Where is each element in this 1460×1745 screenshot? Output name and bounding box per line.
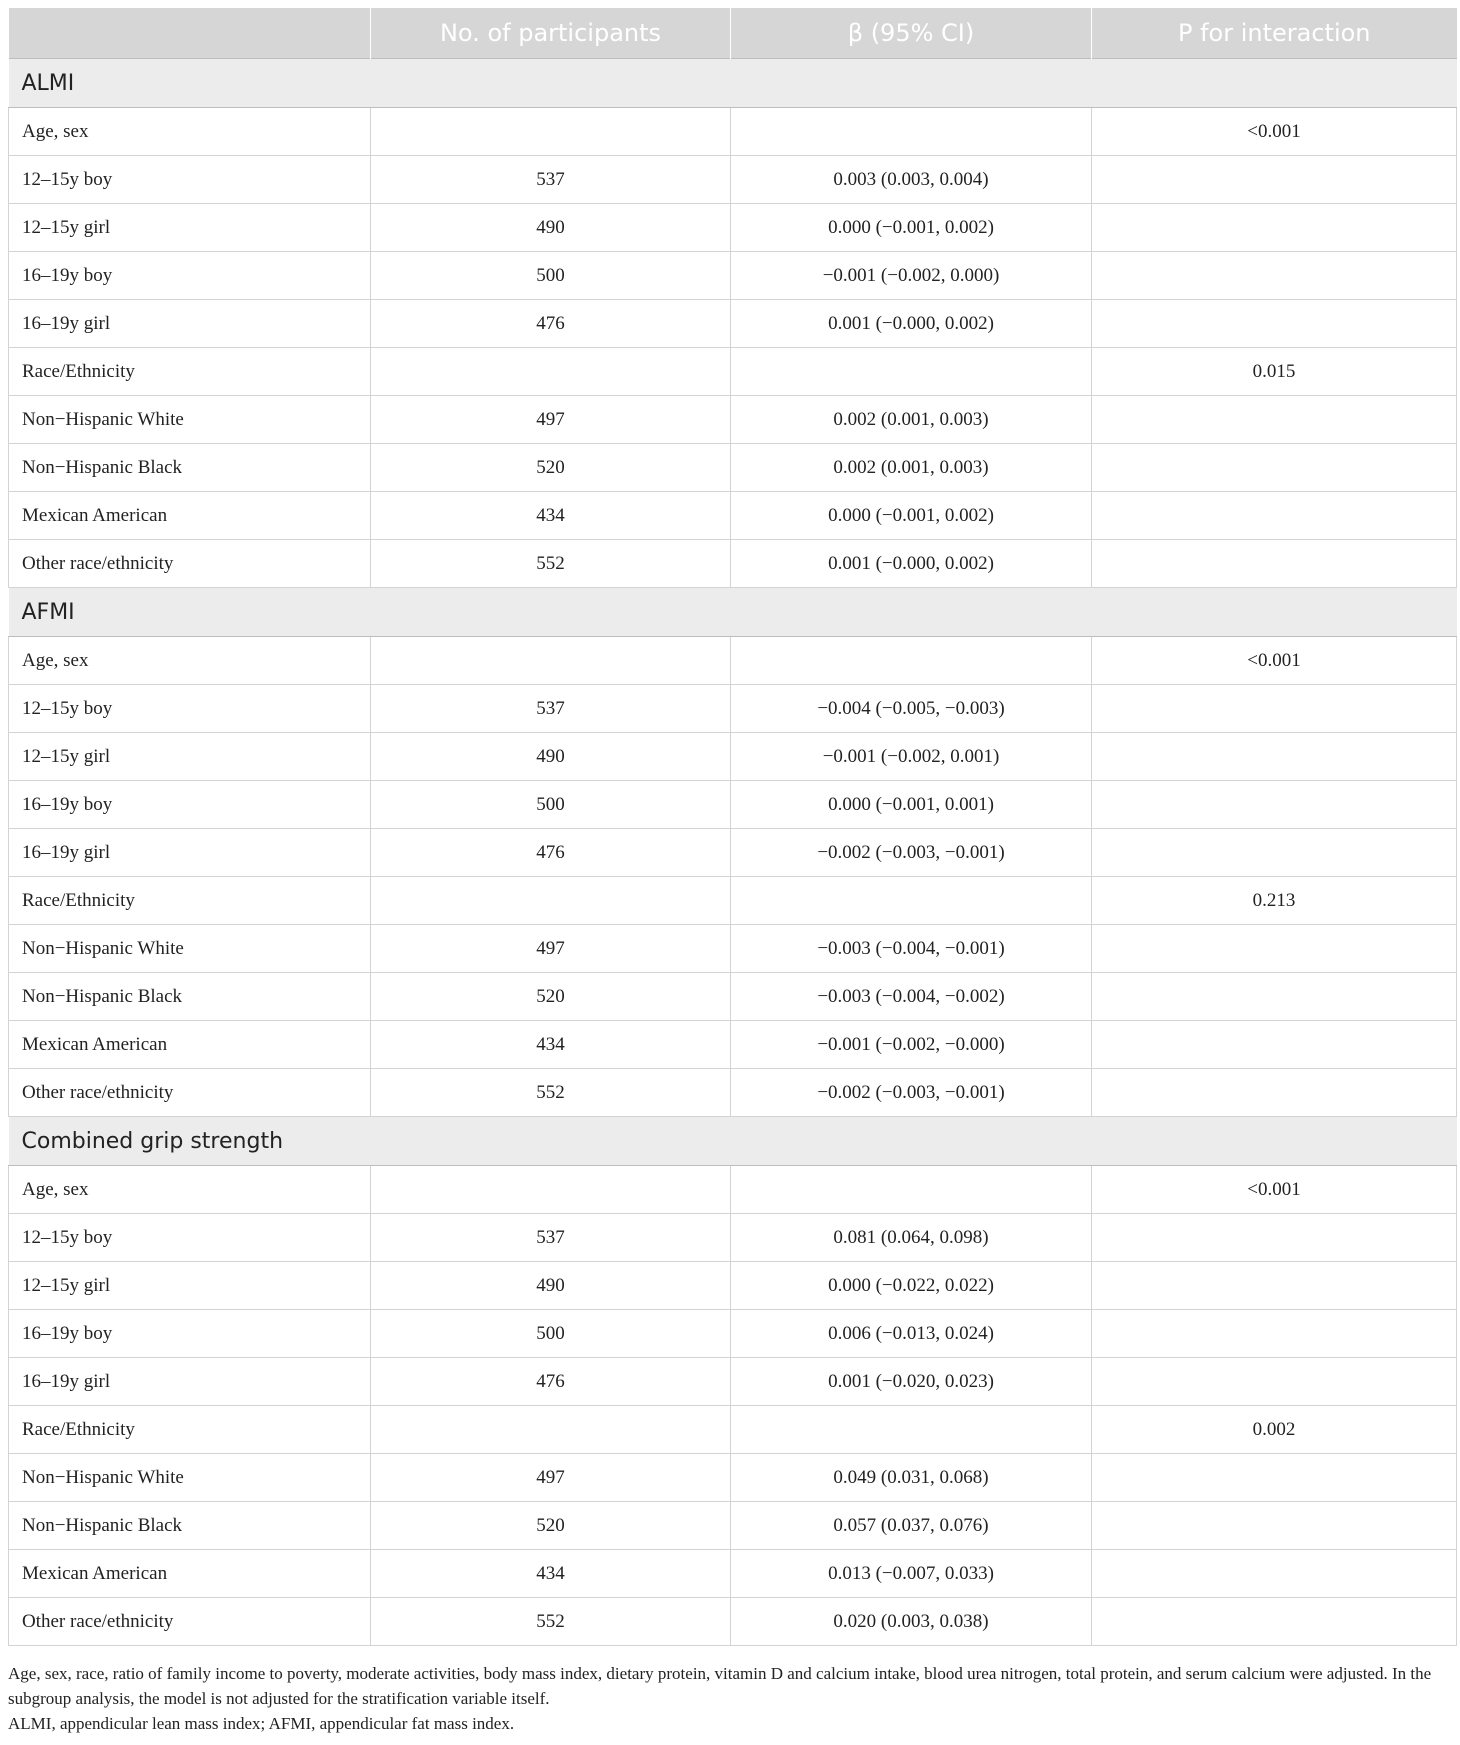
table-row [9,1550,1457,1598]
beta-ci-cell [731,1166,1092,1214]
participants-cell: 537 [371,1214,731,1262]
subgroup-label-cell: 16–19y boy [9,1310,371,1358]
p-interaction-cell: 0.002 [1092,1406,1457,1454]
beta-ci-cell: 0.001 (−0.000, 0.002) [731,540,1092,588]
table-row [9,444,1457,492]
participants-cell: 490 [371,733,731,781]
table-footnotes [8,1661,1456,1736]
table-row [9,1166,1457,1214]
beta-ci-cell: 0.057 (0.037, 0.076) [731,1502,1092,1550]
participants-cell [371,108,731,156]
subgroup-label-cell: Non−Hispanic White [9,396,371,444]
p-interaction-cell [1092,685,1457,733]
header-cell-participants: No. of participants [371,8,731,59]
section-row [9,588,1457,637]
table-row [9,348,1457,396]
section-title: Combined grip strength [9,1117,1457,1166]
p-interaction-cell: <0.001 [1092,108,1457,156]
participants-cell: 500 [371,1310,731,1358]
participants-cell: 537 [371,156,731,204]
subgroup-label-cell: 16–19y boy [9,781,371,829]
p-interaction-cell [1092,1021,1457,1069]
section-row [9,1117,1457,1166]
table-row [9,781,1457,829]
participants-cell: 434 [371,492,731,540]
beta-ci-cell: 0.013 (−0.007, 0.033) [731,1550,1092,1598]
subgroup-label-cell: 12–15y girl [9,733,371,781]
beta-ci-cell: 0.081 (0.064, 0.098) [731,1214,1092,1262]
table-body [9,59,1457,1646]
subgroup-label-cell: 16–19y girl [9,829,371,877]
participants-cell: 434 [371,1550,731,1598]
table-row [9,877,1457,925]
p-interaction-cell [1092,781,1457,829]
beta-ci-cell: 0.002 (0.001, 0.003) [731,396,1092,444]
table-row [9,637,1457,685]
beta-ci-cell: 0.000 (−0.001, 0.002) [731,204,1092,252]
p-interaction-cell [1092,1262,1457,1310]
p-interaction-cell [1092,1358,1457,1406]
table-row [9,1454,1457,1502]
subgroup-label-cell: 16–19y girl [9,1358,371,1406]
table-row [9,685,1457,733]
participants-cell: 497 [371,1454,731,1502]
subgroup-label-cell: 12–15y girl [9,1262,371,1310]
participants-cell: 520 [371,444,731,492]
table-row [9,492,1457,540]
participants-cell: 520 [371,973,731,1021]
participants-cell: 476 [371,300,731,348]
beta-ci-cell [731,1406,1092,1454]
beta-ci-cell: −0.001 (−0.002, 0.001) [731,733,1092,781]
subgroup-label-cell: Age, sex [9,637,371,685]
beta-ci-cell: 0.000 (−0.022, 0.022) [731,1262,1092,1310]
table-row [9,829,1457,877]
beta-ci-cell [731,348,1092,396]
subgroup-label-cell: Non−Hispanic Black [9,444,371,492]
beta-ci-cell: 0.049 (0.031, 0.068) [731,1454,1092,1502]
table-row [9,1598,1457,1646]
p-interaction-cell [1092,444,1457,492]
table-row [9,1310,1457,1358]
beta-ci-cell [731,877,1092,925]
header-row [9,8,1457,59]
beta-ci-cell: −0.004 (−0.005, −0.003) [731,685,1092,733]
beta-ci-cell: −0.002 (−0.003, −0.001) [731,1069,1092,1117]
p-interaction-cell: 0.015 [1092,348,1457,396]
p-interaction-cell [1092,925,1457,973]
participants-cell: 500 [371,781,731,829]
participants-cell: 537 [371,685,731,733]
subgroup-label-cell: Non−Hispanic White [9,925,371,973]
p-interaction-cell [1092,300,1457,348]
section-title: ALMI [9,59,1457,108]
beta-ci-cell: 0.001 (−0.020, 0.023) [731,1358,1092,1406]
participants-cell: 552 [371,1598,731,1646]
subgroup-label-cell: Age, sex [9,1166,371,1214]
participants-cell: 552 [371,540,731,588]
subgroup-label-cell: 12–15y boy [9,156,371,204]
section-row [9,59,1457,108]
participants-cell: 500 [371,252,731,300]
table-row [9,1021,1457,1069]
beta-ci-cell: 0.003 (0.003, 0.004) [731,156,1092,204]
subgroup-label-cell: Non−Hispanic White [9,1454,371,1502]
p-interaction-cell [1092,1310,1457,1358]
table-row [9,396,1457,444]
table-row [9,1069,1457,1117]
p-interaction-cell [1092,733,1457,781]
subgroup-label-cell: 12–15y girl [9,204,371,252]
table-row [9,204,1457,252]
participants-cell [371,877,731,925]
beta-ci-cell: −0.002 (−0.003, −0.001) [731,829,1092,877]
beta-ci-cell: 0.000 (−0.001, 0.002) [731,492,1092,540]
participants-cell [371,637,731,685]
footnote-adjustment: Age, sex, race, ratio of family income to poverty, moderate activities, body mass index, dietary protein, vitamin D and calcium intake, blood urea nitrogen, total protein, and serum calcium were adjusted. In the subgroup analysis, the model is not adjusted for the stratification variable itself. [8,1664,1432,1708]
table-row [9,1214,1457,1262]
table-row [9,108,1457,156]
table-row [9,156,1457,204]
subgroup-label-cell: Non−Hispanic Black [9,973,371,1021]
subgroup-label-cell: Other race/ethnicity [9,540,371,588]
table-row [9,1406,1457,1454]
p-interaction-cell [1092,1550,1457,1598]
participants-cell [371,1406,731,1454]
footnote-abbreviations: ALMI, appendicular lean mass index; AFMI, appendicular fat mass index. [8,1714,515,1733]
table-row [9,252,1457,300]
section-title: AFMI [9,588,1457,637]
table-row [9,733,1457,781]
table-row [9,1502,1457,1550]
beta-ci-cell: −0.001 (−0.002, −0.000) [731,1021,1092,1069]
subgroup-label-cell: Other race/ethnicity [9,1069,371,1117]
p-interaction-cell [1092,1214,1457,1262]
table-header [9,8,1457,59]
beta-ci-cell [731,637,1092,685]
p-interaction-cell [1092,204,1457,252]
beta-ci-cell: 0.020 (0.003, 0.038) [731,1598,1092,1646]
subgroup-table-container [8,8,1456,1646]
participants-cell: 434 [371,1021,731,1069]
p-interaction-cell [1092,492,1457,540]
table-row [9,540,1457,588]
subgroup-label-cell: Race/Ethnicity [9,877,371,925]
table-row [9,1262,1457,1310]
p-interaction-cell [1092,973,1457,1021]
header-cell-subgroup [9,8,371,59]
p-interaction-cell [1092,1454,1457,1502]
beta-ci-cell: −0.003 (−0.004, −0.002) [731,973,1092,1021]
participants-cell: 476 [371,829,731,877]
p-interaction-cell [1092,396,1457,444]
p-interaction-cell [1092,1069,1457,1117]
beta-ci-cell: 0.006 (−0.013, 0.024) [731,1310,1092,1358]
participants-cell [371,348,731,396]
beta-ci-cell: 0.000 (−0.001, 0.001) [731,781,1092,829]
subgroup-label-cell: 16–19y boy [9,252,371,300]
table-row [9,973,1457,1021]
p-interaction-cell: <0.001 [1092,1166,1457,1214]
subgroup-label-cell: Other race/ethnicity [9,1598,371,1646]
participants-cell [371,1166,731,1214]
header-cell-p-interaction: P for interaction [1092,8,1457,59]
beta-ci-cell: −0.001 (−0.002, 0.000) [731,252,1092,300]
beta-ci-cell: 0.001 (−0.000, 0.002) [731,300,1092,348]
p-interaction-cell: 0.213 [1092,877,1457,925]
p-interaction-cell [1092,829,1457,877]
table-row [9,925,1457,973]
participants-cell: 497 [371,396,731,444]
subgroup-label-cell: Age, sex [9,108,371,156]
p-interaction-cell [1092,252,1457,300]
participants-cell: 497 [371,925,731,973]
header-cell-beta-ci: β (95% CI) [731,8,1092,59]
participants-cell: 520 [371,1502,731,1550]
participants-cell: 552 [371,1069,731,1117]
subgroup-label-cell: Mexican American [9,1550,371,1598]
subgroup-label-cell: Mexican American [9,492,371,540]
subgroup-analysis-table [8,8,1457,1646]
subgroup-label-cell: 12–15y boy [9,685,371,733]
subgroup-label-cell: Race/Ethnicity [9,348,371,396]
p-interaction-cell [1092,156,1457,204]
p-interaction-cell [1092,540,1457,588]
participants-cell: 490 [371,204,731,252]
subgroup-label-cell: Race/Ethnicity [9,1406,371,1454]
beta-ci-cell: −0.003 (−0.004, −0.001) [731,925,1092,973]
subgroup-label-cell: 16–19y girl [9,300,371,348]
p-interaction-cell: <0.001 [1092,637,1457,685]
subgroup-label-cell: Mexican American [9,1021,371,1069]
participants-cell: 476 [371,1358,731,1406]
subgroup-label-cell: Non−Hispanic Black [9,1502,371,1550]
subgroup-label-cell: 12–15y boy [9,1214,371,1262]
p-interaction-cell [1092,1598,1457,1646]
beta-ci-cell [731,108,1092,156]
table-row [9,1358,1457,1406]
beta-ci-cell: 0.002 (0.001, 0.003) [731,444,1092,492]
table-row [9,300,1457,348]
p-interaction-cell [1092,1502,1457,1550]
participants-cell: 490 [371,1262,731,1310]
